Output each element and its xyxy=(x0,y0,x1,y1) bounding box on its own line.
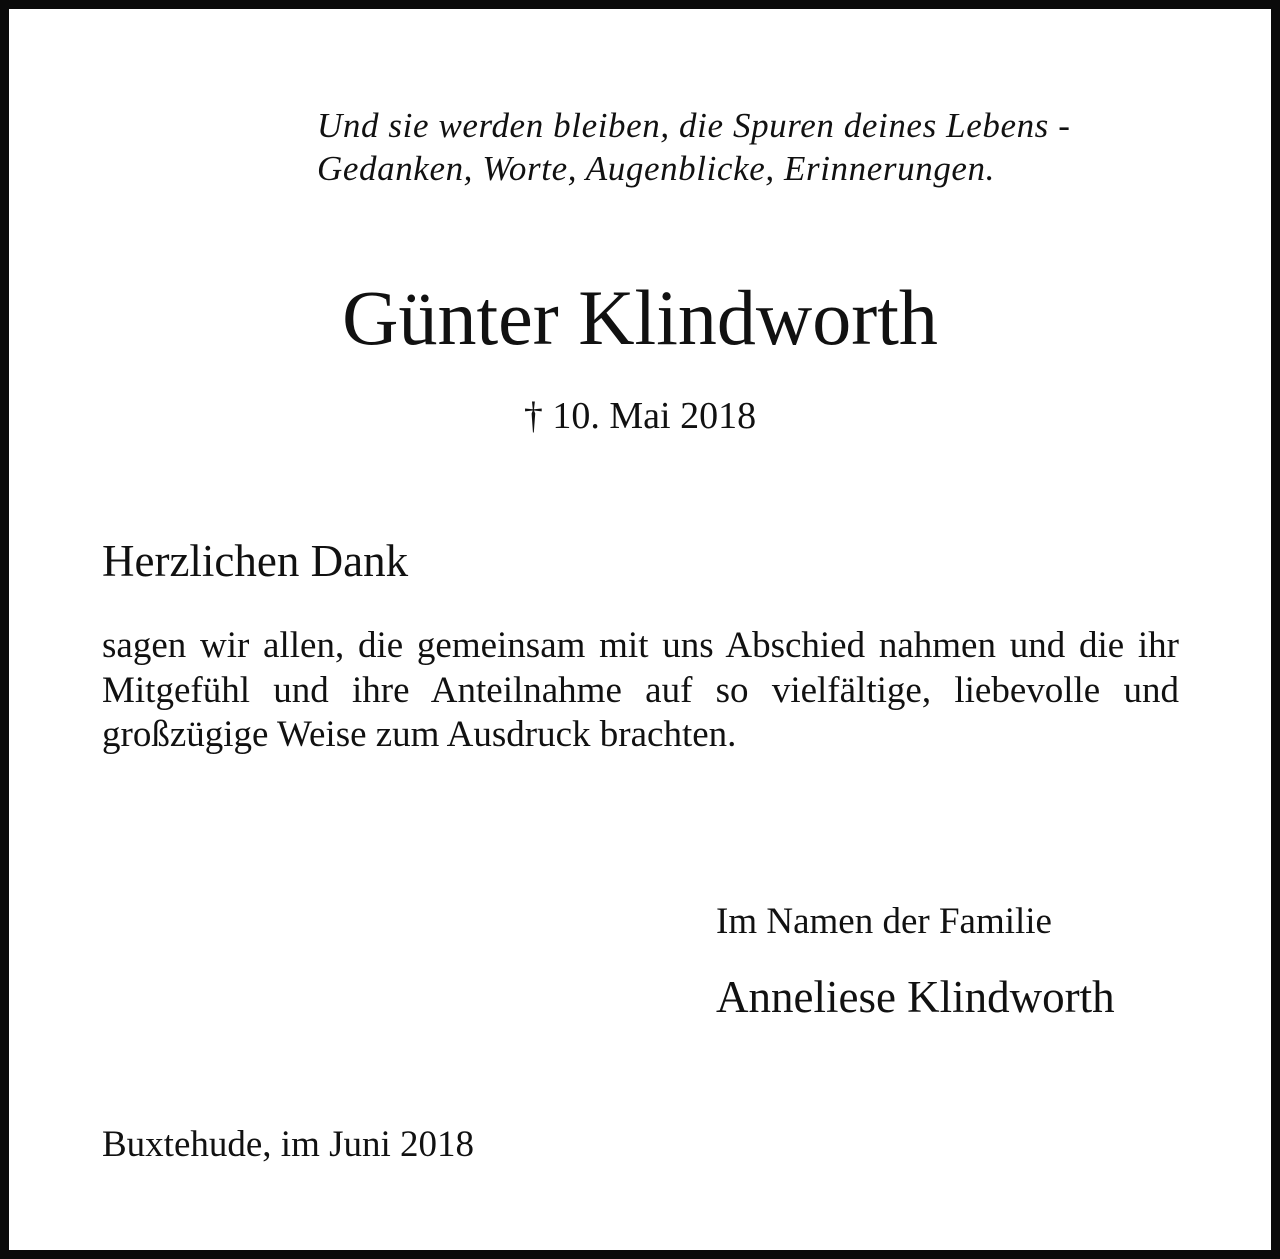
deceased-name: Günter Klindworth xyxy=(342,274,938,361)
family-signature-name: Anneliese Klindworth xyxy=(716,972,1115,1022)
place-and-date: Buxtehude, im Juni 2018 xyxy=(102,1124,475,1165)
motto-line-1: Und sie werden bleiben, die Spuren deines Lebens - xyxy=(317,106,1071,145)
motto-quote xyxy=(317,104,1217,190)
family-label: Im Namen der Familie xyxy=(716,901,1052,942)
thanks-paragraph: sagen wir allen, die gemeinsam mit uns Abschied nahmen und die ihr Mitgefühl und ihre Anteilnahme auf so vielfältige, liebevolle und großzügige Weise zum Ausdruck brachten. xyxy=(102,625,1179,755)
motto-line-2: Gedanken, Worte, Augenblicke, Erinnerungen. xyxy=(317,149,995,188)
death-date: † 10. Mai 2018 xyxy=(523,395,757,437)
thanks-heading: Herzlichen Dank xyxy=(102,536,409,586)
